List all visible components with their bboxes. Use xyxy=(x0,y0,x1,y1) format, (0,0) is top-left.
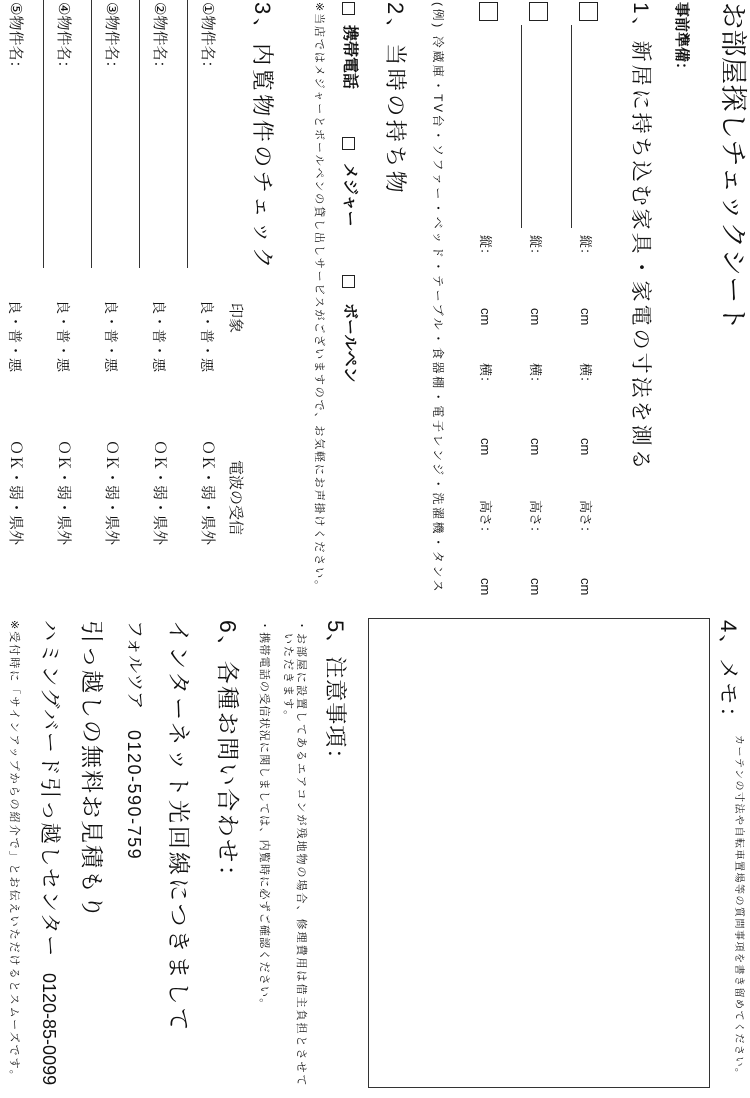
width-unit: cm xyxy=(478,438,493,456)
property-row xyxy=(3,0,23,610)
depth-label: 高さ： xyxy=(578,500,593,540)
signal-options: ＯＫ・弱・県外 xyxy=(103,440,120,546)
impression-options: 良・普・悪 xyxy=(151,300,167,373)
contacts-note: ※受付時に「サインアップからの紹介で」とお伝えいただけるとスムーズです。 xyxy=(8,620,20,1083)
memo-hint: カーテンの寸法や自転車置場等の質問事項を書き留めてください。 xyxy=(733,735,744,1080)
checkbox xyxy=(579,2,598,21)
depth-label: 高さ： xyxy=(478,500,493,540)
internet-title: インターネット光回線につきまして xyxy=(166,620,192,1034)
checkbox xyxy=(342,137,355,150)
impression-options: 良・普・悪 xyxy=(103,300,119,373)
furniture-row xyxy=(518,0,548,610)
item-name-line xyxy=(571,25,572,228)
property-row xyxy=(89,0,119,610)
property-name-label: ①物件名： xyxy=(199,2,216,76)
impression-options: 良・普・悪 xyxy=(7,300,23,373)
signal-options: ＯＫ・弱・県外 xyxy=(199,440,216,546)
height-label: 縦： xyxy=(478,235,493,262)
depth-unit: cm xyxy=(478,578,493,596)
property-name-label: ⑤物件名： xyxy=(7,2,24,76)
property-name-line xyxy=(91,0,92,268)
height-unit: cm xyxy=(478,308,493,326)
depth-label: 高さ： xyxy=(528,500,543,540)
property-name-label: ③物件名： xyxy=(103,2,120,76)
depth-unit: cm xyxy=(578,578,593,596)
moving-company: ハミングバード引っ越しセンター xyxy=(38,620,61,958)
property-row xyxy=(185,0,215,610)
width-label: 横： xyxy=(478,363,493,390)
item-name-line xyxy=(521,25,522,228)
section-memo-heading: 4、メモ： xyxy=(716,620,741,731)
section-notes-heading: 5、注意事項： xyxy=(323,620,348,772)
signal-options: ＯＫ・弱・県外 xyxy=(55,440,72,546)
property-row xyxy=(41,0,71,610)
section-furniture-heading: 1、新居に持ち込む家具・家電の寸法を測る xyxy=(629,2,652,473)
preparation-label: 事前準備： xyxy=(673,2,690,78)
internet-company: フォルツア xyxy=(125,620,145,710)
height-unit: cm xyxy=(528,308,543,326)
signal-options: ＯＫ・弱・県外 xyxy=(151,440,168,546)
height-label: 縦： xyxy=(578,235,593,262)
belonging-item-label: メジャー xyxy=(341,163,358,227)
signal-options: ＯＫ・弱・県外 xyxy=(7,440,24,546)
page-title: お部屋探しチェックシート xyxy=(718,2,748,332)
property-name-line xyxy=(139,0,140,268)
height-label: 縦： xyxy=(528,235,543,262)
signal-column-header: 電波の受信 xyxy=(227,460,244,536)
property-name-label: ④物件名： xyxy=(55,2,72,76)
property-row xyxy=(137,0,167,610)
depth-unit: cm xyxy=(528,578,543,596)
note-item: ・お部屋に設置してあるエアコンが残地物の場合、修理費用は借主負担とさせていただきます。 xyxy=(282,620,307,1088)
impression-column-header: 印象 xyxy=(227,303,244,334)
furniture-row xyxy=(468,0,498,610)
checkbox xyxy=(479,2,498,21)
checkbox xyxy=(342,275,355,288)
memo-box xyxy=(368,618,710,1088)
internet-phone: 0120-590-759 xyxy=(124,730,144,861)
property-name-label: ②物件名： xyxy=(151,2,168,76)
note-item: ・携帯電話の受信状況に関しましては、内覧時に必ずご確認ください。 xyxy=(258,620,270,1011)
moving-title: 引っ越しの無料お見積もり xyxy=(79,620,105,920)
checkbox xyxy=(529,2,548,21)
belongings-note: ※当店ではメジャーとボールペンの貸し出しサービスがございますので、お気軽にお声掛けください。 xyxy=(313,2,325,593)
width-unit: cm xyxy=(528,438,543,456)
section-belongings-heading: 2、当時の持ち物 xyxy=(383,2,408,197)
section-contacts-heading: 6、各種お問い合わせ： xyxy=(215,620,241,891)
width-label: 横： xyxy=(528,363,543,390)
impression-options: 良・普・悪 xyxy=(55,300,71,373)
checkbox xyxy=(342,2,355,15)
furniture-example: (例) 冷蔵庫・TV台・ソファー・ベッド・テーブル・食器棚・電子レンジ・洗濯機・タンス xyxy=(431,2,445,595)
furniture-row xyxy=(568,0,598,610)
belonging-item-label: ボールペン xyxy=(341,303,358,383)
width-unit: cm xyxy=(578,438,593,456)
belongings-checklist xyxy=(327,0,357,610)
moving-phone: 0120-85-0099 xyxy=(39,973,59,1086)
width-label: 横： xyxy=(578,363,593,390)
belonging-item-label: 携帯電話 xyxy=(341,25,358,90)
property-name-line xyxy=(187,0,188,268)
section-viewing-heading: 3、内覧物件のチェック xyxy=(250,2,275,273)
height-unit: cm xyxy=(578,308,593,326)
impression-options: 良・普・悪 xyxy=(199,300,215,373)
property-name-line xyxy=(43,0,44,268)
